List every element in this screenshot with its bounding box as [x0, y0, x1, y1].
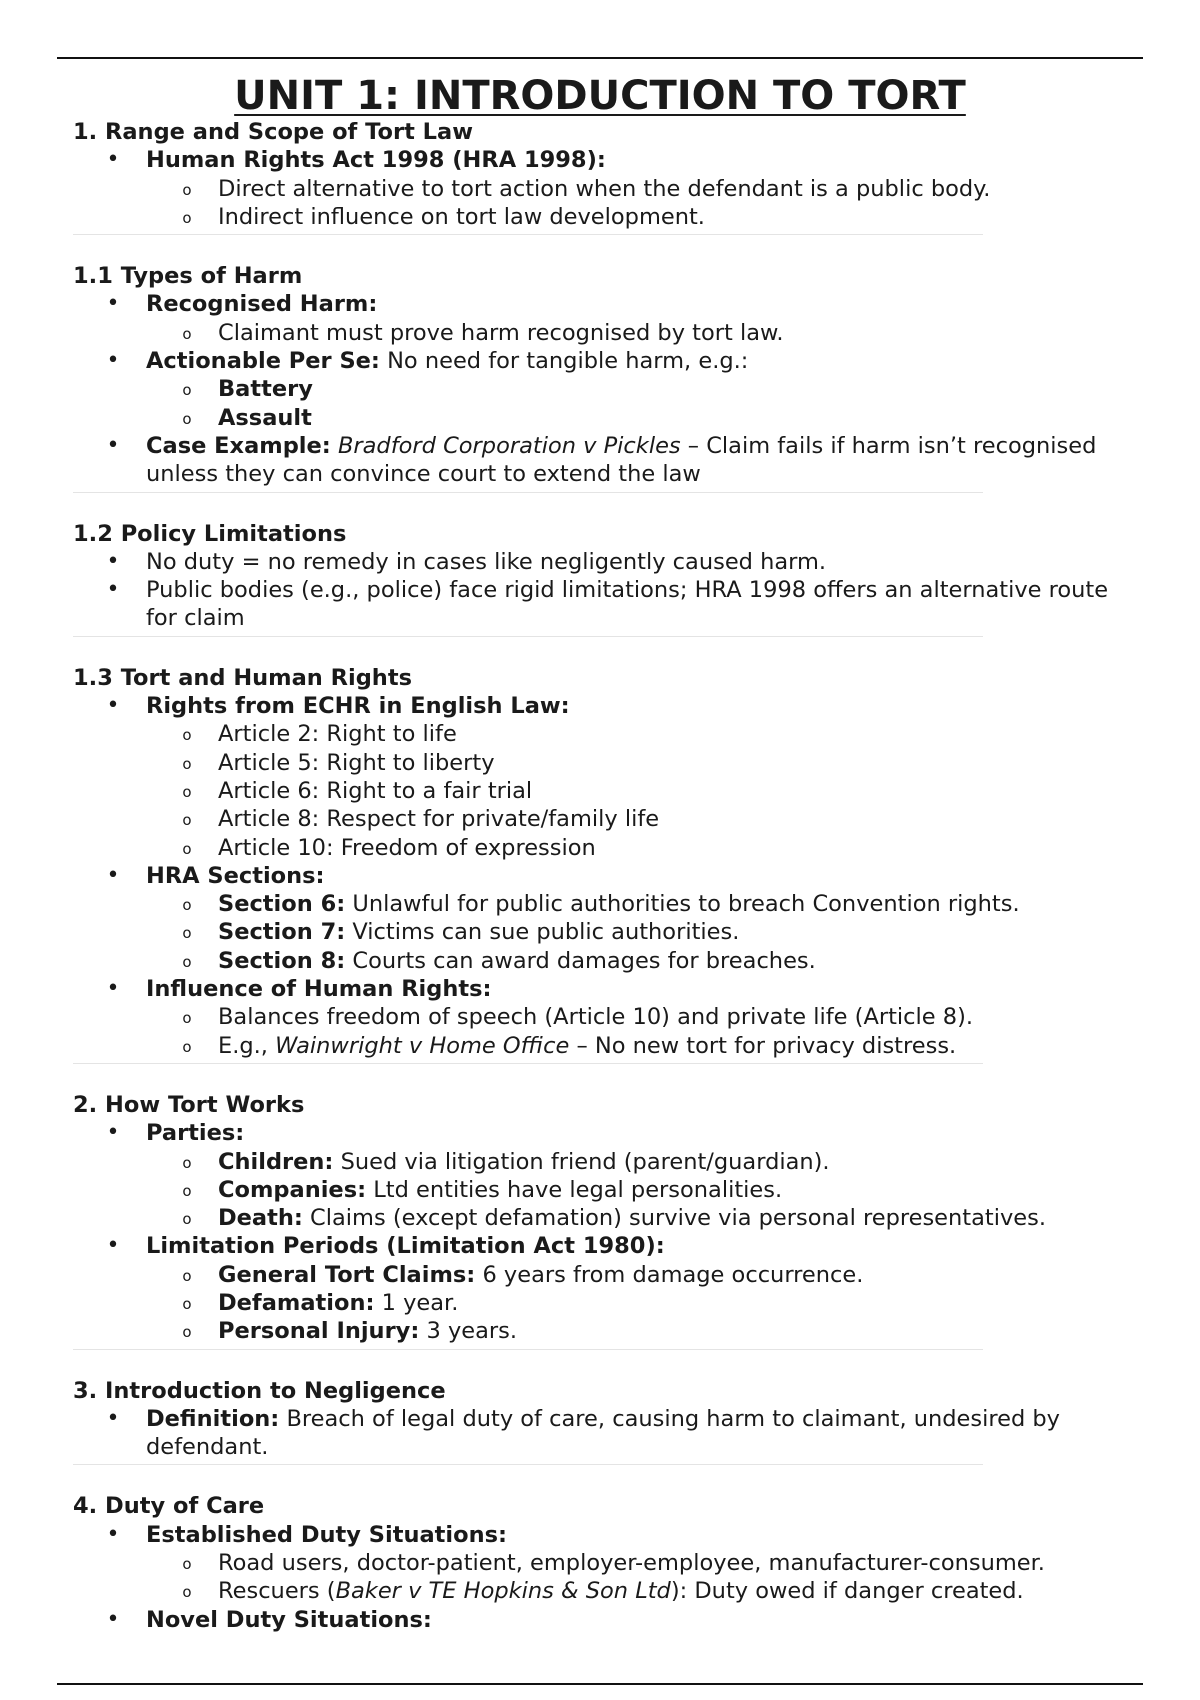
bullet-text: No need for tangible harm, e.g.:	[379, 348, 749, 375]
sub-bullet	[73, 175, 1133, 203]
sub-bullet-label: Children:	[218, 1148, 334, 1175]
sub-bullet-text: Article 2: Right to life	[218, 721, 457, 748]
bullet-definition	[73, 1405, 1133, 1462]
bullet-label: Recognised Harm:	[146, 291, 378, 318]
sub-bullet-marker: o	[182, 1266, 192, 1285]
sub-bullet-marker: o	[182, 726, 192, 745]
sub-bullet-text: Unlawful for public authorities to breach Convention rights.	[345, 891, 1020, 918]
sub-bullet-marker: o	[182, 1181, 192, 1200]
bullet-limitation-periods	[73, 1232, 1133, 1260]
sub-bullet	[73, 749, 1133, 777]
bullet-recognised-harm	[73, 290, 1133, 318]
sub-bullet	[73, 203, 1133, 231]
bullet-label: Influence of Human Rights:	[146, 976, 492, 1003]
sub-bullet-text: Article 5: Right to liberty	[218, 749, 495, 776]
sub-bullet-label: Defamation:	[218, 1289, 375, 1316]
sub-bullet	[73, 890, 1133, 918]
sub-bullet-marker: o	[182, 839, 192, 858]
bullet-label: Established Duty Situations:	[146, 1521, 507, 1548]
sub-bullet-marker: o	[182, 409, 192, 428]
sub-bullet-marker: o	[182, 1583, 192, 1602]
sub-bullet	[73, 1577, 1133, 1605]
section-types-of-harm	[73, 262, 1133, 492]
case-name: Bradford Corporation v Pickles	[337, 432, 681, 459]
sub-bullet	[73, 319, 1133, 347]
sub-bullet-text: Road users, doctor-patient, employer-employee, manufacturer-consumer.	[218, 1550, 1045, 1577]
bullet	[73, 576, 1133, 633]
section-introduction-to-negligence	[73, 1377, 1133, 1466]
section-tort-and-human-rights	[73, 664, 1133, 1064]
sub-bullet	[73, 404, 1133, 432]
bullet-marker: •	[106, 862, 120, 888]
bullet-label: Human Rights Act 1998 (HRA 1998):	[146, 147, 606, 174]
bottom-rule	[57, 1683, 1143, 1685]
section-heading: 1. Range and Scope of Tort Law	[73, 119, 473, 145]
sub-bullet-text: Article 10: Freedom of expression	[218, 834, 596, 861]
bullet-marker: •	[106, 1120, 120, 1146]
sub-bullet	[73, 1176, 1133, 1204]
section-heading: 1.2 Policy Limitations	[73, 520, 347, 547]
sub-bullet-marker: o	[182, 1037, 192, 1056]
sub-bullet-text: Article 6: Right to a fair trial	[218, 777, 533, 804]
sub-bullet-text: Direct alternative to tort action when the defendant is a public body.	[218, 175, 991, 202]
section-how-tort-works	[73, 1091, 1133, 1350]
sub-bullet-text: Sued via litigation friend (parent/guardian).	[333, 1148, 830, 1175]
section-heading: 1.1 Types of Harm	[73, 263, 303, 290]
bullet-text: No duty = no remedy in cases like negligently caused harm.	[146, 548, 827, 575]
bullet-parties	[73, 1119, 1133, 1147]
section-divider	[73, 492, 983, 493]
sub-bullet	[73, 1549, 1133, 1577]
sub-bullet-label: Section 8:	[218, 947, 346, 974]
sub-bullet-text: Indirect influence on tort law development.	[218, 203, 705, 230]
bullet-novel-duty	[73, 1606, 1133, 1634]
bullet-marker: •	[106, 432, 120, 458]
sub-bullet	[73, 1148, 1133, 1176]
bullet-label: Actionable Per Se:	[146, 348, 380, 375]
sub-bullet	[73, 1261, 1133, 1289]
bullet-marker: •	[106, 147, 120, 173]
bullet-marker: •	[106, 291, 120, 317]
sub-bullet	[73, 777, 1133, 805]
sub-bullet-text: – No new tort for privacy distress.	[569, 1032, 957, 1059]
document-body	[73, 118, 1133, 1634]
sub-bullet-label: Assault	[218, 404, 312, 431]
sub-bullet-label: General Tort Claims:	[218, 1261, 476, 1288]
bullet-label: Parties:	[146, 1120, 245, 1147]
bullet-marker: •	[106, 1521, 120, 1547]
sub-bullet-marker: o	[182, 952, 192, 971]
section-heading: 3. Introduction to Negligence	[73, 1377, 446, 1404]
page-title-text: UNIT 1: INTRODUCTION TO TORT	[234, 73, 966, 119]
bullet-marker: •	[106, 1405, 120, 1431]
bullet-marker: •	[106, 348, 120, 374]
case-name: Baker v TE Hopkins & Son Ltd	[335, 1578, 671, 1605]
sub-bullet	[73, 834, 1133, 862]
sub-bullet-marker: o	[182, 1153, 192, 1172]
sub-bullet-marker: o	[182, 754, 192, 773]
bullet-marker: •	[106, 577, 120, 603]
sub-bullet	[73, 375, 1133, 403]
section-heading: 2. How Tort Works	[73, 1091, 305, 1118]
sub-bullet-marker: o	[182, 180, 192, 199]
bullet-text: Public bodies (e.g., police) face rigid limitations; HRA 1998 offers an alternative route for claim	[146, 577, 1109, 632]
bullet-marker: •	[106, 1233, 120, 1259]
bullet-label: Novel Duty Situations:	[146, 1606, 432, 1633]
sub-bullet-marker: o	[182, 896, 192, 915]
sub-bullet-label: Death:	[218, 1205, 303, 1232]
section-duty-of-care	[73, 1492, 1133, 1633]
bullet-label: HRA Sections:	[146, 862, 325, 889]
sub-bullet-marker: o	[182, 324, 192, 343]
bullet-text: Breach of legal duty of care, causing harm to claimant, undesired by defendant.	[146, 1405, 1060, 1461]
sub-bullet-marker: o	[182, 1009, 192, 1028]
bullet-label: Rights from ECHR in English Law:	[146, 693, 570, 720]
sub-bullet-label: Personal Injury:	[218, 1318, 420, 1345]
bullet-established-duty	[73, 1521, 1133, 1549]
sub-bullet-label: Companies:	[218, 1176, 367, 1203]
sub-bullet	[73, 720, 1133, 748]
sub-bullet	[73, 947, 1133, 975]
sub-bullet-marker: o	[182, 1294, 192, 1313]
bullet-echr-rights	[73, 692, 1133, 720]
section-heading: 4. Duty of Care	[73, 1493, 265, 1520]
bullet-marker: •	[106, 693, 120, 719]
section-policy-limitations	[73, 520, 1133, 637]
section-range-and-scope	[73, 118, 1133, 235]
bullet-actionable-per-se	[73, 347, 1133, 375]
sub-bullet	[73, 805, 1133, 833]
sub-bullet-text: 3 years.	[419, 1318, 518, 1345]
sub-bullet	[73, 1204, 1133, 1232]
top-rule	[57, 57, 1143, 59]
sub-bullet-text: Claimant must prove harm recognised by tort law.	[218, 319, 784, 346]
sub-bullet-text: Victims can sue public authorities.	[345, 919, 740, 946]
sub-bullet-text: 1 year.	[374, 1289, 459, 1316]
bullet-marker: •	[106, 1606, 120, 1632]
bullet	[73, 548, 1133, 576]
bullet-label: Case Example:	[146, 432, 331, 459]
bullet-marker: •	[106, 976, 120, 1002]
sub-bullet-marker: o	[182, 208, 192, 227]
bullet-hra	[73, 146, 1133, 174]
bullet-case-example	[73, 432, 1133, 489]
section-heading: 1.3 Tort and Human Rights	[73, 664, 412, 691]
bullet-label: Limitation Periods (Limitation Act 1980):	[146, 1233, 665, 1260]
case-name: Wainwright v Home Office	[275, 1032, 570, 1059]
section-divider	[73, 636, 983, 637]
sub-bullet-label: Section 7:	[218, 919, 346, 946]
section-divider	[73, 1464, 983, 1465]
sub-bullet	[73, 1317, 1133, 1345]
sub-bullet	[73, 1003, 1133, 1031]
sub-bullet-marker: o	[182, 924, 192, 943]
sub-bullet-marker: o	[182, 381, 192, 400]
bullet-hra-sections	[73, 862, 1133, 890]
sub-bullet-text: E.g.,	[218, 1032, 276, 1059]
sub-bullet-marker: o	[182, 782, 192, 801]
sub-bullet-text: Article 8: Respect for private/family life	[218, 806, 660, 833]
bullet-label: Definition:	[146, 1405, 280, 1432]
sub-bullet-marker: o	[182, 811, 192, 830]
section-divider	[73, 1349, 983, 1350]
sub-bullet-label: Battery	[218, 376, 313, 403]
page-title	[0, 72, 1200, 120]
sub-bullet-marker: o	[182, 1210, 192, 1229]
section-divider	[73, 234, 983, 235]
sub-bullet-text: Claims (except defamation) survive via personal representatives.	[302, 1205, 1046, 1232]
section-divider	[73, 1063, 983, 1064]
sub-bullet	[73, 1289, 1133, 1317]
sub-bullet-text: Rescuers (	[218, 1578, 336, 1605]
sub-bullet-text: Ltd entities have legal personalities.	[366, 1176, 783, 1203]
sub-bullet-marker: o	[182, 1555, 192, 1574]
sub-bullet-text: Courts can award damages for breaches.	[345, 947, 816, 974]
sub-bullet-marker: o	[182, 1323, 192, 1342]
bullet-text: – Claim fails if harm isn’t recognised unless they can convince court to extend the law	[146, 432, 1097, 488]
bullet-marker: •	[106, 548, 120, 574]
sub-bullet-label: Section 6:	[218, 891, 346, 918]
sub-bullet-text: ): Duty owed if danger created.	[670, 1578, 1024, 1605]
bullet-influence	[73, 975, 1133, 1003]
sub-bullet	[73, 1032, 1133, 1060]
sub-bullet	[73, 918, 1133, 946]
sub-bullet-text: Balances freedom of speech (Article 10) and private life (Article 8).	[218, 1004, 974, 1031]
sub-bullet-text: 6 years from damage occurrence.	[475, 1261, 864, 1288]
